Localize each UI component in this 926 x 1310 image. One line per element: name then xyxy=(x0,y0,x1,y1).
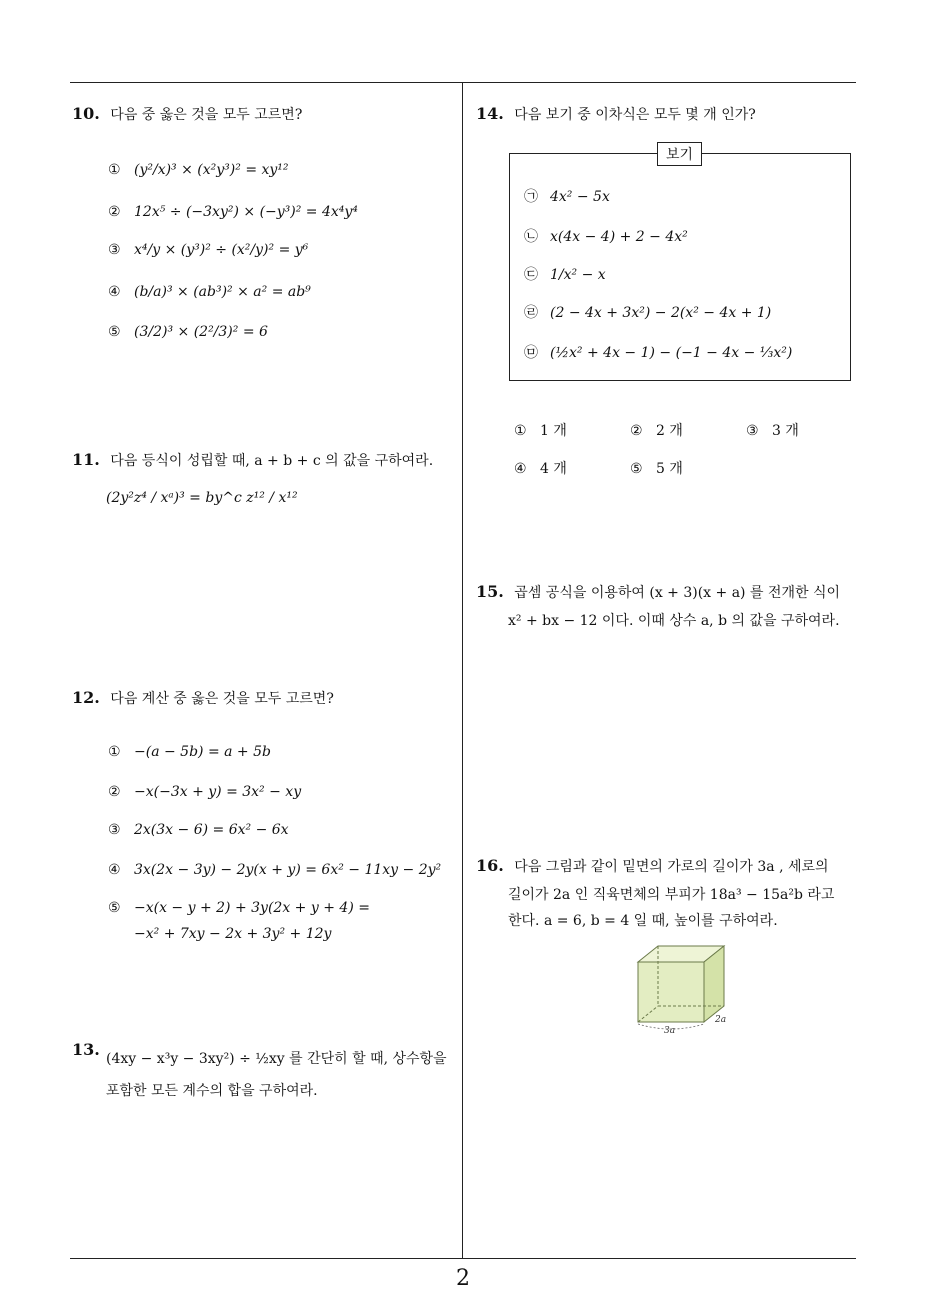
option-text: −x(x − y + 2) + 3y(2x + y + 4) = xyxy=(134,900,370,916)
q15-line-2 xyxy=(508,610,840,630)
bogi-item-2 xyxy=(524,226,688,246)
cuboid-figure xyxy=(630,942,740,1034)
q12-option-5-continued xyxy=(134,926,331,942)
question-number: 12. xyxy=(72,688,100,707)
option-text: 2x(3x − 6) = 6x² − 6x xyxy=(134,822,289,838)
option-mark: ② xyxy=(630,423,643,439)
question-16 xyxy=(476,856,829,876)
question-12 xyxy=(72,688,334,708)
q13-line-2 xyxy=(106,1080,318,1100)
question-text: x² + bx − 12 이다. 이때 상수 a, b 의 값을 구하여라. xyxy=(508,613,840,629)
q10-option-3[interactable] xyxy=(108,242,308,258)
question-10 xyxy=(72,104,302,124)
question-15 xyxy=(476,582,840,602)
option-mark: ① xyxy=(108,162,121,178)
question-text: 다음 등식이 성립할 때, a + b + c 의 값을 구하여라. xyxy=(110,453,434,469)
option-mark: ③ xyxy=(108,822,121,838)
option-text: 5 개 xyxy=(656,461,683,477)
bogi-item-3 xyxy=(524,264,606,284)
option-text: −x² + 7xy − 2x + 3y² + 12y xyxy=(134,926,332,942)
q12-option-4[interactable] xyxy=(108,862,441,878)
option-mark: ② xyxy=(108,204,121,220)
option-mark: ① xyxy=(108,744,121,760)
question-number: 11. xyxy=(72,450,100,469)
question-text: 다음 중 옳은 것을 모두 고르면? xyxy=(110,107,303,123)
bogi-item-1 xyxy=(524,186,610,206)
bogi-mark: ㉠ xyxy=(524,189,538,205)
option-text: 3x(2x − 3y) − 2y(x + y) = 6x² − 11xy − 2y² xyxy=(134,862,442,878)
q10-option-2[interactable] xyxy=(108,204,358,220)
bogi-text: 1/x² − x xyxy=(550,267,606,283)
option-mark: ④ xyxy=(108,862,121,878)
question-text: 포함한 모든 계수의 합을 구하여라. xyxy=(106,1083,318,1099)
q14-option-3[interactable] xyxy=(746,420,799,440)
question-number: 10. xyxy=(72,104,100,123)
question-text: 곱셈 공식을 이용하여 (x + 3)(x + a) 를 전개한 식이 xyxy=(514,585,841,601)
option-mark: ⑤ xyxy=(630,461,643,477)
question-text: 한다. a = 6, b = 4 일 때, 높이를 구하여라. xyxy=(508,913,778,929)
option-mark: ③ xyxy=(746,423,759,439)
question-text: (4xy − x³y − 3xy²) ÷ ½xy 를 간단히 할 때, 상수항을 xyxy=(106,1051,447,1067)
q14-option-1[interactable] xyxy=(514,420,567,440)
cuboid-front-face xyxy=(638,962,704,1022)
bogi-item-4 xyxy=(524,302,771,322)
option-text: −x(−3x + y) = 3x² − xy xyxy=(134,784,302,800)
question-13 xyxy=(72,1040,106,1059)
option-text: 12x⁵ ÷ (−3xy²) × (−y³)² = 4x⁴y⁴ xyxy=(134,204,358,220)
width-label: 3a xyxy=(664,1026,676,1034)
q10-option-4[interactable] xyxy=(108,284,311,300)
bogi-mark: ㉤ xyxy=(524,345,538,361)
q10-option-5[interactable] xyxy=(108,324,268,340)
q13-line-1 xyxy=(106,1048,447,1068)
q10-option-1[interactable] xyxy=(108,162,289,178)
option-mark: ⑤ xyxy=(108,324,121,340)
bogi-text: x(4x − 4) + 2 − 4x² xyxy=(550,229,688,245)
option-text: x⁴/y × (y³)² ÷ (x²/y)² = y⁶ xyxy=(134,242,309,258)
question-number: 13. xyxy=(72,1040,100,1059)
top-rule xyxy=(70,82,856,83)
q16-line-3 xyxy=(508,910,778,930)
bogi-text: 4x² − 5x xyxy=(550,189,610,205)
q11-equation xyxy=(106,490,298,506)
question-text: 다음 계산 중 옳은 것을 모두 고르면? xyxy=(110,691,334,707)
option-text: (b/a)³ × (ab³)² × a² = ab⁹ xyxy=(134,284,311,300)
q12-option-1[interactable] xyxy=(108,744,271,760)
bogi-mark: ㉡ xyxy=(524,229,538,245)
option-text: 4 개 xyxy=(540,461,567,477)
option-text: −(a − 5b) = a + 5b xyxy=(134,744,271,760)
question-number: 16. xyxy=(476,856,504,875)
option-mark: ② xyxy=(108,784,121,800)
question-text: 다음 그림과 같이 밑면의 가로의 길이가 3a , 세로의 xyxy=(514,859,829,875)
q16-line-2 xyxy=(508,884,834,904)
page-number: 2 xyxy=(456,1266,470,1291)
option-mark: ③ xyxy=(108,242,121,258)
option-text: 1 개 xyxy=(540,423,567,439)
option-text: 3 개 xyxy=(772,423,799,439)
question-number: 15. xyxy=(476,582,504,601)
q12-option-5[interactable] xyxy=(108,900,370,916)
question-14 xyxy=(476,104,756,124)
q14-option-4[interactable] xyxy=(514,458,567,478)
q12-option-3[interactable] xyxy=(108,822,289,838)
option-text: 2 개 xyxy=(656,423,683,439)
bogi-mark: ㉢ xyxy=(524,267,538,283)
option-mark: ① xyxy=(514,423,527,439)
question-number: 14. xyxy=(476,104,504,123)
q12-option-2[interactable] xyxy=(108,784,301,800)
option-mark: ④ xyxy=(108,284,121,300)
question-11 xyxy=(72,450,433,470)
column-divider xyxy=(462,82,463,1258)
bogi-mark: ㉣ xyxy=(524,305,538,321)
option-mark: ⑤ xyxy=(108,900,121,916)
bottom-rule xyxy=(70,1258,856,1259)
bogi-text: (½x² + 4x − 1) − (−1 − 4x − ⅓x²) xyxy=(550,345,793,361)
q14-option-2[interactable] xyxy=(630,420,683,440)
option-text: (3/2)³ × (2²/3)² = 6 xyxy=(134,324,268,340)
bogi-text: (2 − 4x + 3x²) − 2(x² − 4x + 1) xyxy=(550,305,772,321)
question-text: 다음 보기 중 이차식은 모두 몇 개 인가? xyxy=(514,107,756,123)
option-text: (y²/x)³ × (x²y³)² = xy¹² xyxy=(134,162,289,178)
question-text: 길이가 2a 인 직육면체의 부피가 18a³ − 15a²b 라고 xyxy=(508,887,835,903)
bogi-item-5 xyxy=(524,342,792,362)
q14-option-5[interactable] xyxy=(630,458,683,478)
depth-label: 2a xyxy=(715,1015,727,1025)
equation-text: (2y²z⁴ / xᵃ)³ = by^c z¹² / x¹² xyxy=(106,490,298,506)
bogi-label: 보기 xyxy=(657,142,702,166)
option-mark: ④ xyxy=(514,461,527,477)
